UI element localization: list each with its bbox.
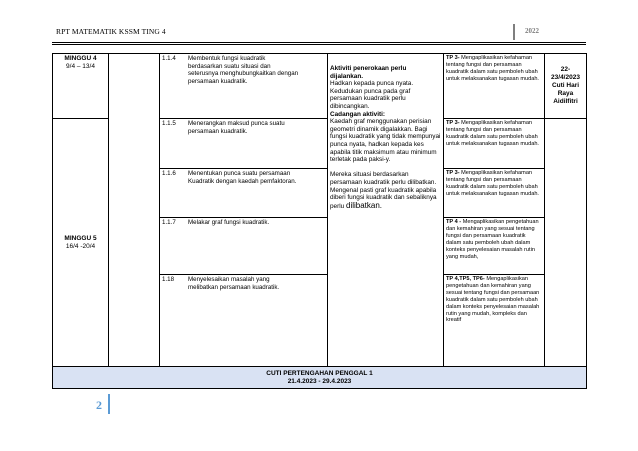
mid-term-break-banner: [53, 367, 587, 389]
tp-label: TP 4,TP5, TP6-: [446, 276, 485, 282]
week-cell: [53, 119, 109, 367]
standard-cell: [160, 119, 328, 169]
page-number: 2: [96, 398, 102, 412]
standard-text: Menyelesaikan masalah yang melibatkan persamaan kuadratik.: [188, 276, 280, 291]
document-header-title: RPT MATEMATIK KSSM TING 4: [56, 27, 166, 36]
table-row: [53, 54, 587, 119]
empty-right-cell: [545, 119, 587, 367]
header-rule: [52, 42, 586, 43]
activity-body: Hadkan kepada punca nyata. Kedudukan punca pada graf persamaan kuadratik perlu dibincangkan.: [330, 80, 414, 110]
table-row: [53, 367, 587, 389]
activity-situation-body: Mereka situasi berdasarkan persamaan kuadratik perlu dilibatkan. Mengenal pasti graf kuadratik apabila diberi fungsi kuadratik dan sebaliknya perlu: [330, 171, 437, 210]
activity-notes-cell: [328, 54, 444, 367]
week-label: MINGGU 4: [64, 55, 97, 62]
standard-code: 1.1.5: [162, 120, 176, 127]
document-header-year: 2022: [525, 27, 539, 35]
holiday-cell: [545, 54, 587, 119]
week-cell: [53, 54, 109, 119]
tp-text: Mengaplikasikan kefahaman tentang fungsi dan persamaan kuadratik dalam satu pemboleh ubah untuk melaksanakan tugasan mudah.: [446, 170, 539, 197]
activity-suggestion-body: Kaedah graf menggunakan perisian geometri dinamik digalakkan. Bagi fungsi kuadratik yang tidak mempunyai punca nyata, hadkan kepada kes apabila titik maksimum atau minimum terletak pada paksi-y.: [330, 118, 441, 164]
standard-cell: [160, 218, 328, 275]
standard-cell: [160, 169, 328, 218]
tp-cell: [444, 275, 545, 367]
page-number-divider: [108, 394, 110, 414]
activity-situation-end: dilibatkan.: [346, 200, 383, 210]
standard-cell: [160, 54, 328, 119]
standard-text: Membentuk fungsi kuadratik berdasarkan suatu situasi dan seterusnya menghubungkaitkan dengan persamaan kuadratik.: [188, 55, 299, 85]
tp-cell: [444, 218, 545, 275]
week-label: MINGGU 5: [64, 234, 97, 242]
tp-label: TP 3-: [446, 170, 460, 176]
scheme-of-work-table: [52, 53, 587, 389]
tp-label: TP 3-: [446, 55, 460, 61]
standard-cell: [160, 275, 328, 367]
tp-text: Mengaplikasikan kefahaman tentang fungsi dan persamaan kuadratik dalam satu pemboleh ubah untuk melaksanakan tugasan mudah.: [446, 120, 539, 147]
activity-suggestion-title: Cadangan aktiviti:: [330, 110, 386, 118]
tp-text: Mengaplikasikan pengetahuan dan kemahiran yang sesuai tentang fungsi dan persamaan kuadratik dalam satu pemboleh ubah dalam konteks penyelesaian masalah rutin yang mudah,: [446, 219, 539, 260]
standard-code: 1.1.7: [162, 219, 176, 226]
blank-column: [109, 54, 160, 367]
header-divider: [513, 24, 515, 40]
activity-title: Aktiviti penerokaan perlu dijalankan.: [330, 65, 407, 80]
standard-text: Menerangkan maksud punca suatu persamaan kuadratik.: [188, 120, 285, 135]
standard-code: 1.1.4: [162, 55, 176, 62]
break-dates: 21.4.2023 - 29.4.2023: [287, 377, 352, 385]
tp-text: Mengaplikasikan pengetahuan dan kemahiran yang sesuai tentang fungsi dan persamaan kuadratik dalam satu pemboleh ubah dalam konteks penyelesaian masalah rutin yang mudah, kompleks dan kreatif: [446, 276, 540, 324]
tp-cell: [444, 54, 545, 119]
standard-code: 1.18: [162, 276, 175, 283]
tp-label: TP 3-: [446, 120, 460, 126]
standard-code: 1.1.6: [162, 170, 176, 177]
week-dates: 9/4 – 13/4: [66, 63, 95, 70]
tp-text: Mengaplikasikan kefahaman tentang fungsi dan persamaan kuadratik dalam satu pemboleh ubah untuk melaksanakan tugasan mudah.: [446, 55, 539, 82]
holiday-dates: 22-23/4/2023: [551, 66, 580, 81]
week-dates: 16/4 -20/4: [65, 242, 96, 250]
break-title: CUTI PERTENGAHAN PENGGAL 1: [266, 369, 373, 377]
holiday-name: Cuti Hari Raya Aidilfitri: [551, 82, 580, 105]
tp-label: TP 4 -: [446, 219, 462, 225]
tp-cell: [444, 119, 545, 169]
header-rule-secondary: [52, 44, 586, 45]
standard-text: Melakar graf fungsi kuadratik.: [188, 219, 270, 226]
tp-cell: [444, 169, 545, 218]
standard-text: Menentukan punca suatu persamaan Kuadratik dengan kaedah pemfaktoran.: [188, 170, 297, 185]
